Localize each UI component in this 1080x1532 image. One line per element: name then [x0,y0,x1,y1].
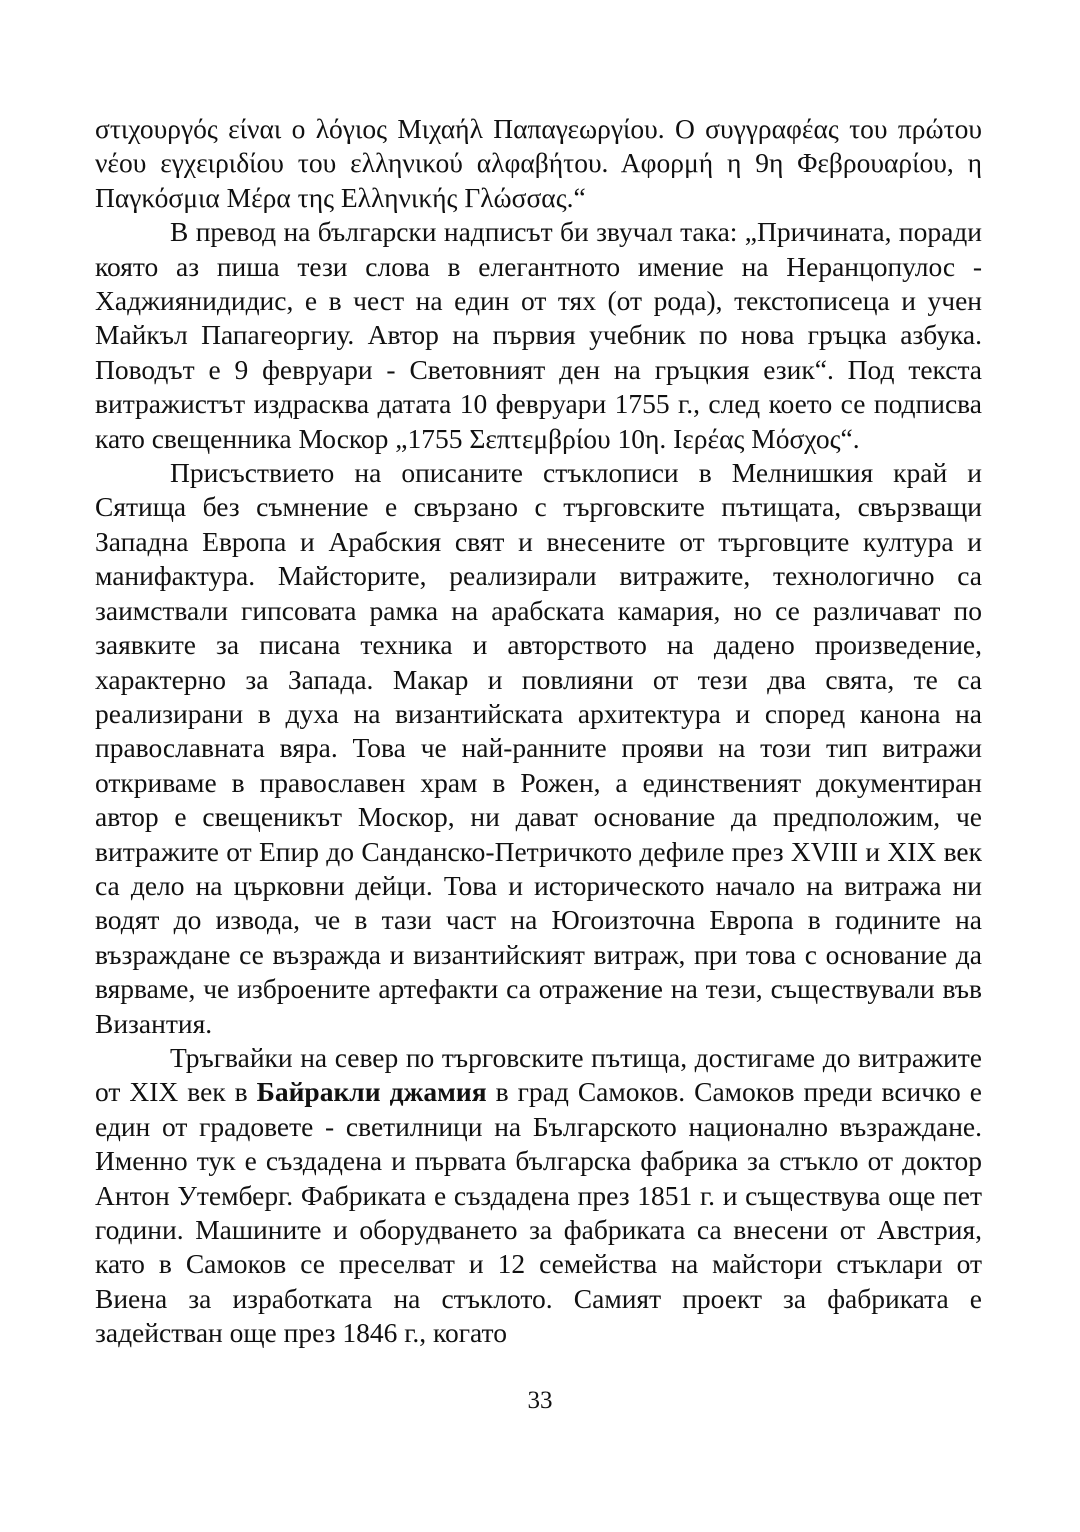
paragraph-samokov [95,1041,982,1351]
paragraph-translation: В превод на български надписът би звучал така: „Причината, поради която аз пиша тези слова в елегантното имение на Неранцопулос - Хаджиянидидис, е в чест на един от тях (от рода), текстописеца и учен Майкъл Папагеоргиу. Автор на първия учебник по нова гръцка азбука. Поводът е 9 февруари - Световният ден на гръцкия език“. Под текста витражистът издрасква датата 10 февруари 1755 г., след което се подписва като свещенника Москор „1755 Σεπτεμβρίου 10η. Ιερέας Μόσχος“. [95,216,982,454]
bayrakli-mosque-bold-text: Байракли джамия [256,1076,487,1108]
paragraph-text-after-bold: в град Самоков. Самоков преди всичко е един от градовете - светилници на Българското национално възраждане. Именно тук е създадена и първата българска фабрика за стъкло от доктор Антон Утемберг. Фабриката е създадена през 1851 г. и съществува още пет години. Машините и оборудването за фабриката са внесени от Австрия, като в Самоков се преселват и 12 семейства на майстори стъклари от Виена за изработката на стъклото. Самият проект за фабриката е задействан още през 1846 г., когато [95,1076,982,1349]
page-number: 33 [527,1387,553,1414]
paragraph-melnik-stained-glass: Присъствието на описаните стъклописи в Мелнишкия край и Сятища без съмнение е свързано с търговските пътищата, свързващи Западна Европа и Арабския свят и внесените от търговците култура и манифактура. Майсторите, реализирали витражите, технологично са заимствали гипсовата рамка на арабската камария, но се различават по заявките за писана техника и авторството на дадено произведение, характерно за Запада. Макар и повлияни от тези два свята, те са реализирани в духа на византийската архитектура и според канона на православната вяра. Това че най-ранните прояви на този тип витражи откриваме в православен храм в Рожен, а единственият документиран автор е свещеникът Москор, ни дават основание да предположим, че витражите от Епир до Санданско-Петричкото дефиле през XVIII и XIX век са дело на църковни дейци. Това и историческото начало на витража ни водят до извода, че в тази част на Югоизточна Европа в годините на възраждане се възражда и византийският витраж, при това с основание да вярваме, че изброените артефакти са отражение на тези, съществували във Византия. [95,457,982,1039]
document-body [95,112,982,1351]
paragraph-text-before-bold: Тръгвайки на север по търговските пътища, достигаме до витражите от XIX век в [95,1041,982,1108]
paragraph-greek-inscription-end: στιχουργός είναι ο λόγιος Μιχαήλ Παπαγεωργίου. Ο συγγραφέας του πρώτου νέου εγχειριδίου του ελληνικού αλφαβήτου. Αφορμή η 9η Φεβρουαρίου, η Παγκόσμια Μέρα της Ελληνικής Γλώσσας.“ [95,113,982,213]
